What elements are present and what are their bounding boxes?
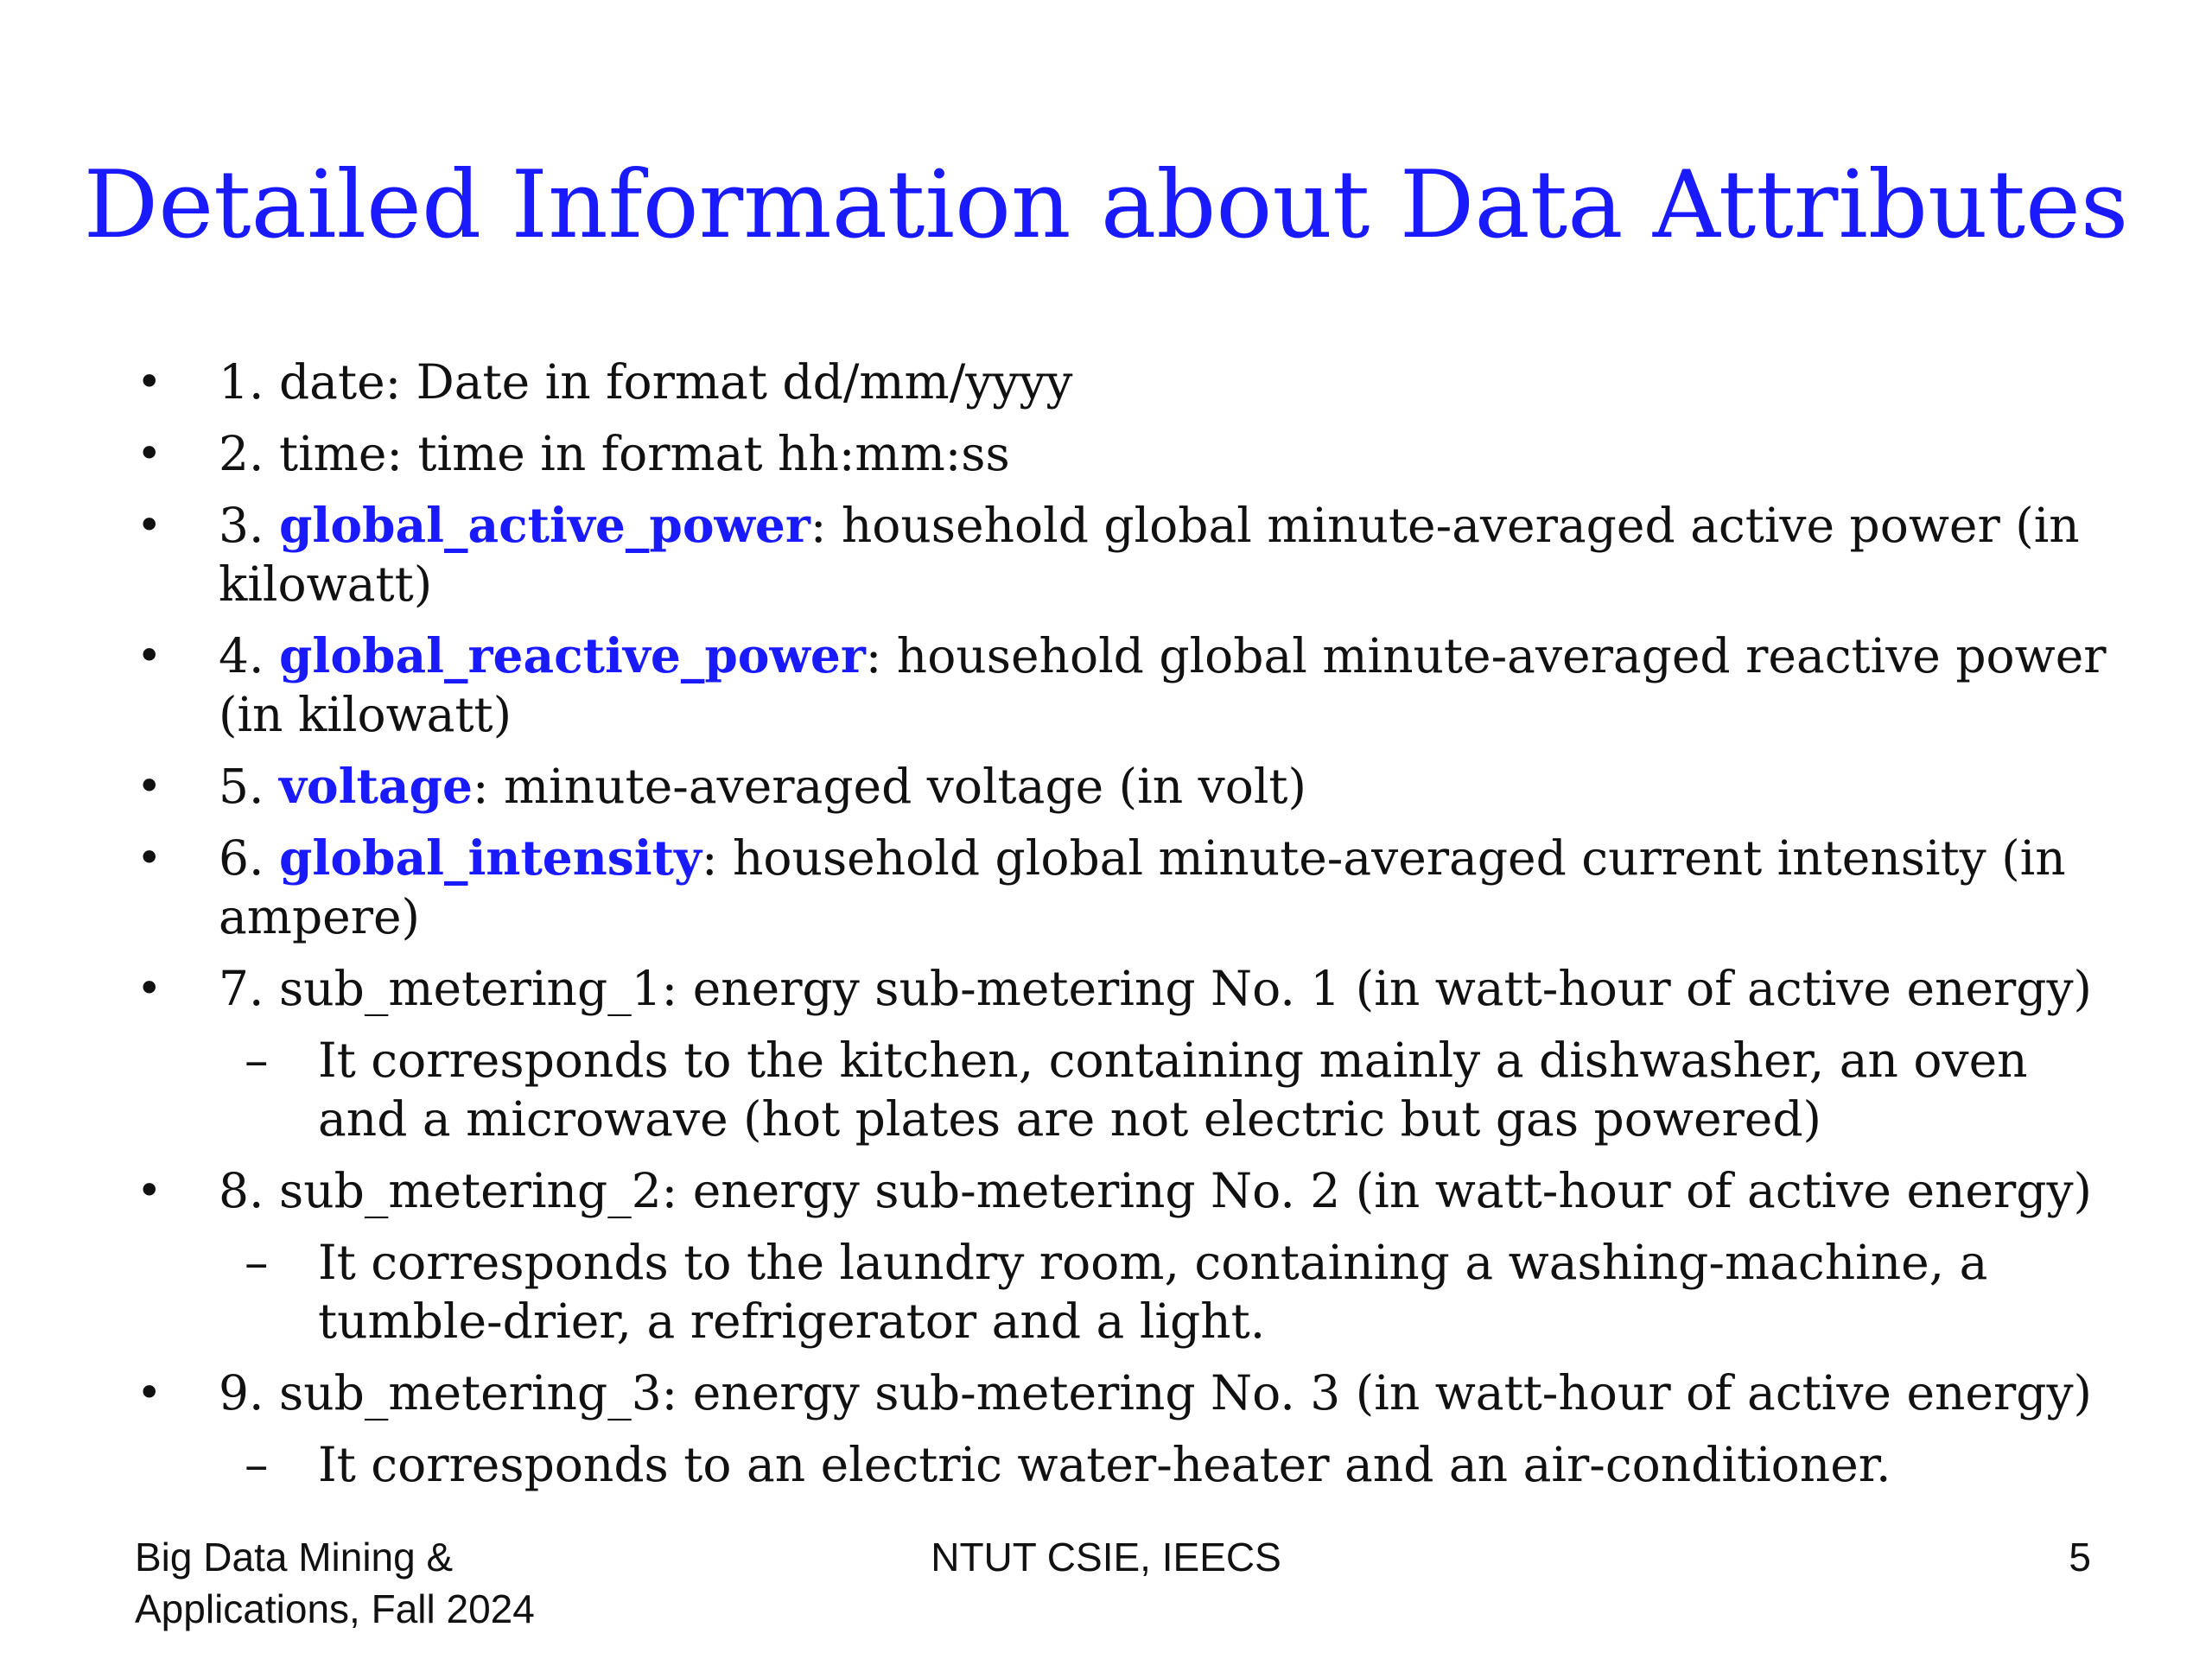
list-item-global-reactive-power <box>137 626 2124 744</box>
item-prefix: 6. <box>219 830 279 886</box>
bullet-icon: • <box>137 631 162 681</box>
sub-item-text: It corresponds to the laundry room, containing a washing-machine, a tumble-drier, a refrigerator and a light. <box>318 1235 1988 1349</box>
item-text: : household global minute-averaged current intensity (in ampere) <box>219 830 2066 944</box>
list-item-time <box>137 424 2124 483</box>
slide-title: Detailed Information about Data Attributes <box>83 151 2129 259</box>
list-item-sub-metering-2 <box>137 1161 2124 1220</box>
sub-item-text: It corresponds to an electric water-heater and an air-conditioner. <box>318 1437 1891 1492</box>
item-text: : household global minute-averaged reactive power (in kilowatt) <box>219 628 2107 742</box>
attribute-keyword: voltage <box>278 758 473 814</box>
dash-icon: – <box>245 1437 269 1492</box>
attribute-keyword: global_active_power <box>278 497 810 553</box>
item-prefix: 7. <box>219 961 279 1016</box>
footer-course <box>135 1531 653 1635</box>
item-text: sub_metering_1: energy sub-metering No. 1 (in watt-hour of active energy) <box>278 961 2092 1016</box>
footer-course-line2: Applications, Fall 2024 <box>135 1586 535 1631</box>
bullet-icon: • <box>137 357 162 407</box>
sub-item-sub-metering-2 <box>137 1233 2124 1351</box>
bullet-icon: • <box>137 500 162 550</box>
item-text: : minute-averaged voltage (in volt) <box>473 759 1306 814</box>
page-number: 5 <box>2069 1535 2091 1580</box>
bullet-icon: • <box>137 1368 162 1418</box>
item-prefix: 5. <box>219 759 279 814</box>
footer-course-line1: Big Data Mining & <box>135 1535 454 1580</box>
dash-icon: – <box>245 1033 269 1088</box>
item-prefix: 1. <box>219 354 279 410</box>
footer-department: NTUT CSIE, IEECS <box>931 1535 1281 1580</box>
item-text: sub_metering_3: energy sub-metering No. 3 (in watt-hour of active energy) <box>278 1365 2092 1421</box>
list-item-sub-metering-1 <box>137 959 2124 1018</box>
list-item-voltage <box>137 757 2124 816</box>
item-text: sub_metering_2: energy sub-metering No. 2 (in watt-hour of active energy) <box>278 1163 2092 1218</box>
attribute-keyword: global_reactive_power <box>278 627 866 683</box>
bullet-icon: • <box>137 1166 162 1216</box>
bullet-list <box>137 353 2124 1507</box>
list-item-date <box>137 353 2124 411</box>
list-item-global-intensity <box>137 829 2124 946</box>
attribute-keyword: global_intensity <box>278 830 702 886</box>
dash-icon: – <box>245 1235 269 1290</box>
item-prefix: 3. <box>219 498 279 553</box>
bullet-icon: • <box>137 833 162 883</box>
list-item-sub-metering-3 <box>137 1363 2124 1422</box>
item-prefix: 9. <box>219 1365 279 1421</box>
sub-item-sub-metering-1 <box>137 1031 2124 1148</box>
list-item-global-active-power <box>137 496 2124 613</box>
item-prefix: 2. <box>219 426 279 481</box>
bullet-icon: • <box>137 761 162 811</box>
item-text: date: Date in format dd/mm/yyyy <box>278 354 1073 410</box>
sub-item-sub-metering-3 <box>137 1435 2124 1494</box>
item-text: : household global minute-averaged active power (in kilowatt) <box>219 498 2080 612</box>
item-prefix: 8. <box>219 1163 279 1218</box>
item-text: time: time in format hh:mm:ss <box>278 426 1010 481</box>
sub-item-text: It corresponds to the kitchen, containing mainly a dishwasher, an oven and a microwave (hot plates are not electric but gas powered) <box>318 1033 2028 1147</box>
bullet-icon: • <box>137 963 162 1014</box>
item-prefix: 4. <box>219 628 279 683</box>
bullet-icon: • <box>137 429 162 479</box>
